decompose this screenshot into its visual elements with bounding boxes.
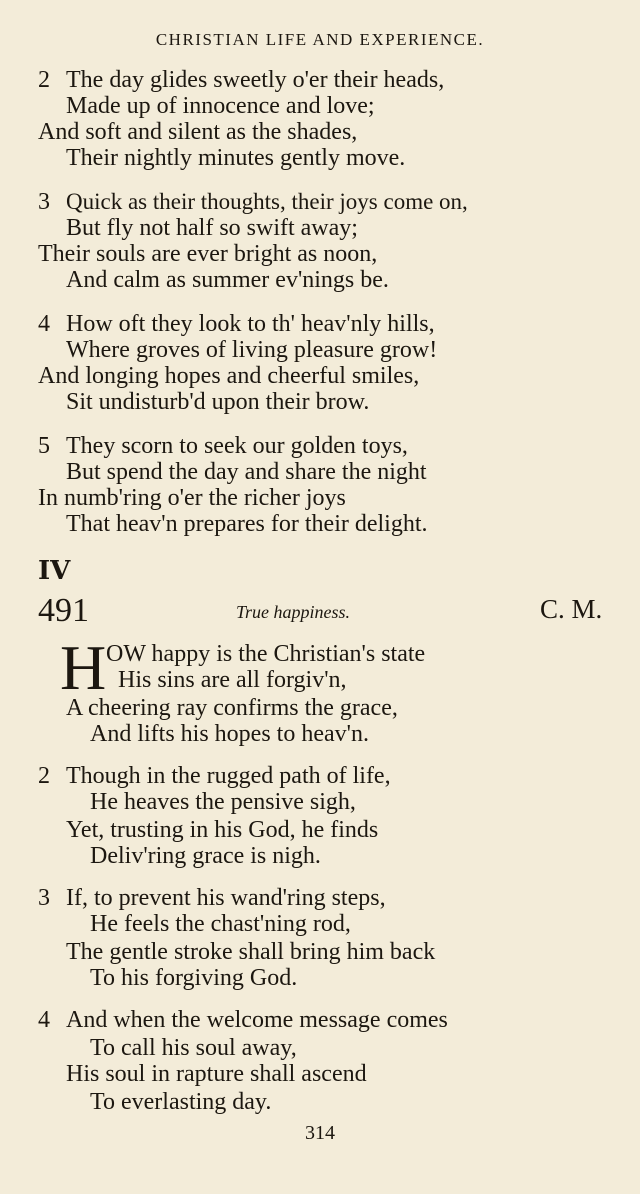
verse-line: In numb'ring o'er the richer joys — [38, 485, 346, 511]
verse-line: He feels the chast'ning rod, — [90, 911, 351, 937]
verse-line: And calm as summer ev'nings be. — [66, 267, 389, 293]
verse-line: Yet, trusting in his God, he finds — [66, 817, 379, 843]
verse-line: And when the welcome message comes — [66, 1007, 448, 1033]
verse-line: How oft they look to th' heav'nly hills, — [66, 311, 435, 337]
verse-line: And soft and silent as the shades, — [38, 119, 358, 145]
stanza-number: 4 — [38, 1007, 50, 1033]
section-mark: IV — [38, 556, 71, 586]
stanza-number: 2 — [38, 67, 50, 93]
verse-line: Deliv'ring grace is nigh. — [90, 843, 321, 869]
verse-line: And longing hopes and cheerful smiles, — [38, 363, 420, 389]
verse-line: OW happy is the Christian's state — [106, 641, 426, 667]
verse-line: To call his soul away, — [90, 1035, 297, 1061]
verse-line: His sins are all forgiv'n, — [118, 667, 347, 693]
verse-line: Their nightly minutes gently move. — [66, 145, 406, 171]
verse-line: Their souls are ever bright as noon, — [38, 241, 378, 267]
verse-line: The gentle stroke shall bring him back — [66, 939, 436, 965]
verse-line: That heav'n prepares for their delight. — [66, 511, 428, 537]
verse-line: A cheering ray confirms the grace, — [66, 695, 398, 721]
verse-line: Though in the rugged path of life, — [66, 763, 391, 789]
verse-line: The day glides sweetly o'er their heads, — [66, 67, 445, 93]
drop-cap: H — [60, 632, 107, 703]
stanza-number: 4 — [38, 311, 50, 337]
verse-line: But spend the day and share the night — [66, 459, 427, 485]
verse-line: Quick as their thoughts, their joys come on, — [66, 189, 468, 214]
stanza-number: 5 — [38, 433, 50, 459]
page-number: 314 — [305, 1122, 335, 1144]
stanza-number: 2 — [38, 763, 50, 789]
hymn-number: 491 — [38, 592, 89, 629]
verse-line: His soul in rapture shall ascend — [66, 1061, 367, 1087]
verse-line: To everlasting day. — [90, 1089, 272, 1115]
verse-line: And lifts his hopes to heav'n. — [90, 721, 369, 747]
verse-line: But fly not half so swift away; — [66, 215, 358, 241]
verse-line: They scorn to seek our golden toys, — [66, 433, 408, 459]
verse-line: Made up of innocence and love; — [66, 93, 375, 119]
stanza-number: 3 — [38, 189, 50, 215]
verse-line: If, to prevent his wand'ring steps, — [66, 885, 386, 911]
verse-line: To his forgiving God. — [90, 965, 298, 991]
verse-line: He heaves the pensive sigh, — [90, 789, 356, 815]
verse-line: Where groves of living pleasure grow! — [66, 337, 438, 363]
hymn-meter: C. M. — [540, 594, 603, 624]
hymn-title: True happiness. — [236, 602, 351, 622]
stanza-number: 3 — [38, 885, 50, 911]
page-header: CHRISTIAN LIFE AND EXPERIENCE. — [155, 30, 485, 49]
verse-line: Sit undisturb'd upon their brow. — [66, 389, 370, 415]
